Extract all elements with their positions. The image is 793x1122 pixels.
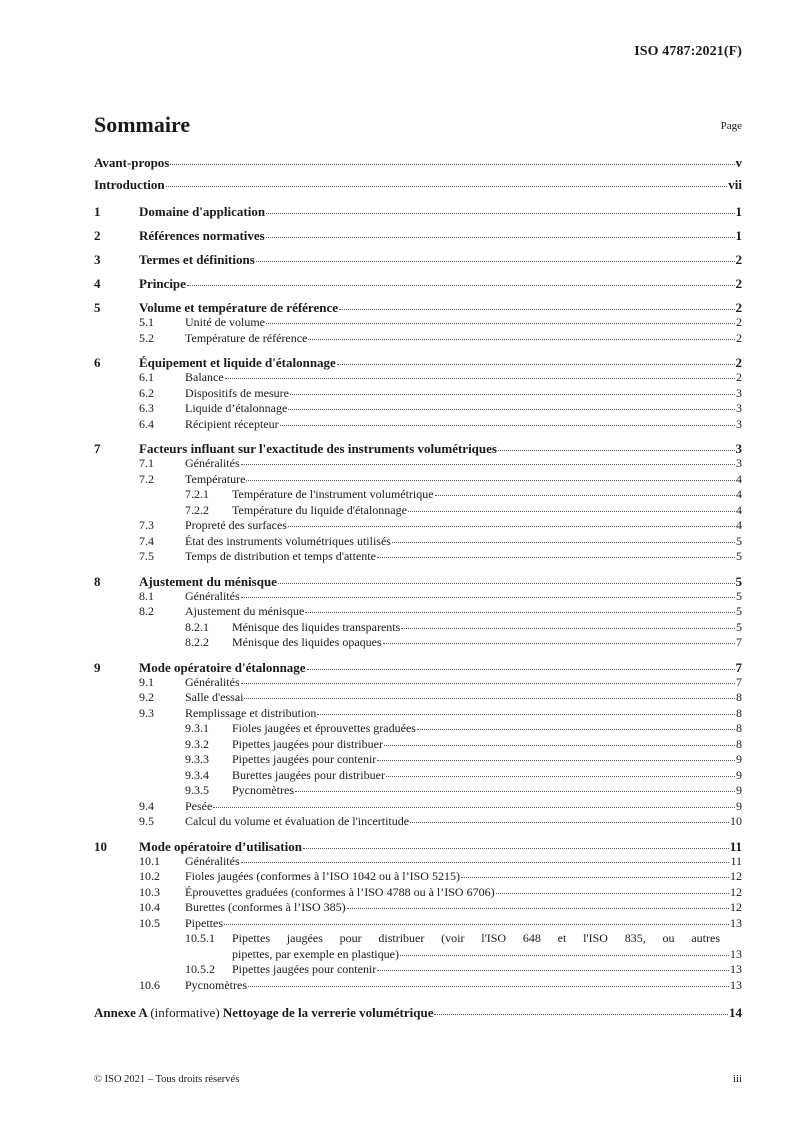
dot-leader bbox=[417, 729, 735, 730]
dot-leader bbox=[383, 643, 735, 644]
dot-leader bbox=[377, 970, 729, 971]
toc-entry-10-3[interactable]: 10.3 Éprouvettes graduées (conformes à l’ISO 4788 ou à l’ISO 6706) 12 bbox=[139, 884, 742, 899]
dot-leader bbox=[288, 409, 735, 410]
dot-leader bbox=[280, 425, 735, 426]
toc-entry-9-3[interactable]: 9.3 Remplissage et distribution 8 bbox=[139, 705, 742, 720]
toc-entry-introduction[interactable]: Introduction vii bbox=[94, 177, 742, 192]
toc-entry-7-4[interactable]: 7.4 État des instruments volumétriques utilisés 5 bbox=[139, 533, 742, 548]
dot-leader bbox=[241, 464, 735, 465]
dot-leader bbox=[295, 791, 735, 792]
toc-entry-5-1[interactable]: 5.1 Unité de volume 2 bbox=[139, 315, 742, 329]
toc-entry-8-2-1[interactable]: 8.2.1 Ménisque des liquides transparents 5 bbox=[185, 619, 742, 634]
dot-leader bbox=[496, 893, 729, 894]
dot-leader bbox=[290, 394, 735, 395]
toc-entry-9[interactable]: 9 Mode opératoire d'étalonnage 7 bbox=[94, 659, 742, 675]
dot-leader bbox=[246, 480, 735, 481]
toc-entry-5[interactable]: 5 Volume et température de référence 2 bbox=[94, 300, 742, 315]
dot-leader bbox=[166, 186, 728, 187]
toc-entry-9-4[interactable]: 9.4 Pesée 9 bbox=[139, 798, 742, 813]
dot-leader bbox=[248, 986, 729, 987]
toc-entry-9-3-2[interactable]: 9.3.2 Pipettes jaugées pour distribuer 8 bbox=[185, 736, 742, 751]
toc-entry-10-5-1[interactable]: 10.5.1 Pipettes jaugées pour distribuer (voir l'ISO 648 et l'ISO 835, ou autres pipettes, par exemple en plastique) 13 bbox=[185, 931, 742, 961]
toc-entry-10-5[interactable]: 10.5 Pipettes 13 bbox=[139, 915, 742, 930]
dot-leader bbox=[288, 526, 735, 527]
toc-entry-9-3-3[interactable]: 9.3.3 Pipettes jaugées pour contenir 9 bbox=[185, 752, 742, 766]
annex-label: Annexe A bbox=[94, 1005, 148, 1020]
dot-leader bbox=[241, 683, 735, 684]
dot-leader bbox=[244, 698, 735, 699]
dot-leader bbox=[266, 213, 734, 214]
dot-leader bbox=[347, 908, 729, 909]
dot-leader bbox=[410, 822, 729, 823]
annex-title: Nettoyage de la verrerie volumétrique bbox=[222, 1005, 434, 1020]
toc-entry-6[interactable]: 6 Équipement et liquide d'étalonnage 2 bbox=[94, 355, 742, 370]
dot-leader bbox=[317, 714, 735, 715]
toc-entry-8-2[interactable]: 8.2 Ajustement du ménisque 5 bbox=[139, 604, 742, 618]
dot-leader bbox=[386, 776, 735, 777]
toc-entry-9-5[interactable]: 9.5 Calcul du volume et évaluation de l'incertitude 10 bbox=[139, 814, 742, 828]
toc-entry-6-2[interactable]: 6.2 Dispositifs de mesure 3 bbox=[139, 385, 742, 400]
dot-leader bbox=[241, 862, 730, 863]
dot-leader bbox=[384, 745, 735, 746]
dot-leader bbox=[339, 309, 734, 310]
toc-entry-9-3-5[interactable]: 9.3.5 Pycnomètres 9 bbox=[185, 783, 742, 797]
dot-leader bbox=[241, 597, 735, 598]
toc-entry-1[interactable]: 1 Domaine d'application 1 bbox=[94, 204, 742, 219]
toc-entry-7-2[interactable]: 7.2 Température 4 bbox=[139, 471, 742, 486]
dot-leader bbox=[408, 511, 735, 512]
dot-leader bbox=[435, 495, 735, 496]
toc-entry-9-3-4[interactable]: 9.3.4 Burettes jaugées pour distribuer 9 bbox=[185, 767, 742, 782]
toc-entry-10-2[interactable]: 10.2 Fioles jaugées (conformes à l’ISO 1042 ou à l’ISO 5215) 12 bbox=[139, 869, 742, 883]
dot-leader bbox=[401, 628, 735, 629]
dot-leader bbox=[498, 450, 735, 451]
toc-entry-7-3[interactable]: 7.3 Propreté des surfaces 4 bbox=[139, 518, 742, 532]
toc-entry-7-5[interactable]: 7.5 Temps de distribution et temps d'attente 5 bbox=[139, 549, 742, 563]
toc-entry-7-1[interactable]: 7.1 Généralités 3 bbox=[139, 456, 742, 470]
toc-entry-10-5-2[interactable]: 10.5.2 Pipettes jaugées pour contenir 13 bbox=[185, 962, 742, 976]
dot-leader bbox=[307, 669, 735, 670]
toc-entry-4[interactable]: 4 Principe 2 bbox=[94, 276, 742, 291]
page-column-label: Page bbox=[720, 120, 742, 132]
toc-entry-7-2-1[interactable]: 7.2.1 Température de l'instrument volumétrique 4 bbox=[185, 487, 742, 501]
dot-leader bbox=[187, 285, 735, 286]
toc-entry-8-1[interactable]: 8.1 Généralités 5 bbox=[139, 588, 742, 603]
dot-leader bbox=[461, 877, 729, 878]
toc-entry-10-6[interactable]: 10.6 Pycnomètres 13 bbox=[139, 977, 742, 992]
dot-leader bbox=[337, 364, 735, 365]
toc-entry-10-4[interactable]: 10.4 Burettes (conformes à l’ISO 385) 12 bbox=[139, 900, 742, 914]
toc-entry-6-3[interactable]: 6.3 Liquide d’étalonnage 3 bbox=[139, 401, 742, 415]
toc-entry-9-3-1[interactable]: 9.3.1 Fioles jaugées et éprouvettes graduées 8 bbox=[185, 721, 742, 735]
toc-entry-9-2[interactable]: 9.2 Salle d'essai 8 bbox=[139, 690, 742, 704]
dot-leader bbox=[224, 924, 729, 925]
toc-entry-8[interactable]: 8 Ajustement du ménisque 5 bbox=[94, 573, 742, 589]
toc-entry-6-4[interactable]: 6.4 Récipient récepteur 3 bbox=[139, 416, 742, 431]
toc-entry-avant-propos[interactable]: Avant-propos v bbox=[94, 155, 742, 170]
toc-entry-3[interactable]: 3 Termes et définitions 2 bbox=[94, 252, 742, 267]
dot-leader bbox=[400, 955, 729, 956]
toc-entry-5-2[interactable]: 5.2 Température de référence 2 bbox=[139, 330, 742, 345]
toc-entry-10-1[interactable]: 10.1 Généralités 11 bbox=[139, 853, 742, 868]
toc-entry-9-1[interactable]: 9.1 Généralités 7 bbox=[139, 674, 742, 689]
annex-type: (informative) bbox=[150, 1005, 220, 1020]
dot-leader bbox=[305, 612, 735, 613]
page-title: Sommaire bbox=[94, 112, 191, 137]
dot-leader bbox=[434, 1014, 728, 1015]
dot-leader bbox=[266, 237, 735, 238]
dot-leader bbox=[377, 557, 735, 558]
table-of-contents bbox=[94, 152, 742, 1024]
dot-leader bbox=[170, 164, 734, 165]
toc-entry-8-2-2[interactable]: 8.2.2 Ménisque des liquides opaques 7 bbox=[185, 635, 742, 649]
toc-entry-7[interactable]: 7 Facteurs influant sur l'exactitude des instruments volumétriques 3 bbox=[94, 441, 742, 456]
toc-entry-annex-a[interactable]: Annexe A (informative) Nettoyage de la verrerie volumétrique 14 bbox=[94, 1005, 742, 1020]
footer-page-number: iii bbox=[732, 1073, 742, 1085]
dot-leader bbox=[308, 339, 735, 340]
toc-entry-6-1[interactable]: 6.1 Balance 2 bbox=[139, 370, 742, 384]
toc-entry-10[interactable]: 10 Mode opératoire d’utilisation 11 bbox=[94, 838, 742, 854]
dot-leader bbox=[392, 542, 735, 543]
footer-copyright: © ISO 2021 – Tous droits réservés bbox=[94, 1074, 240, 1085]
dot-leader bbox=[213, 807, 735, 808]
toc-entry-2[interactable]: 2 Références normatives 1 bbox=[94, 228, 742, 243]
dot-leader bbox=[303, 848, 729, 849]
dot-leader bbox=[278, 583, 735, 584]
dot-leader bbox=[225, 378, 735, 379]
dot-leader bbox=[266, 323, 735, 324]
toc-entry-7-2-2[interactable]: 7.2.2 Température du liquide d'étalonnage 4 bbox=[185, 502, 742, 517]
dot-leader bbox=[377, 760, 735, 761]
page-header-doc-id: ISO 4787:2021(F) bbox=[634, 44, 742, 59]
dot-leader bbox=[256, 261, 735, 262]
